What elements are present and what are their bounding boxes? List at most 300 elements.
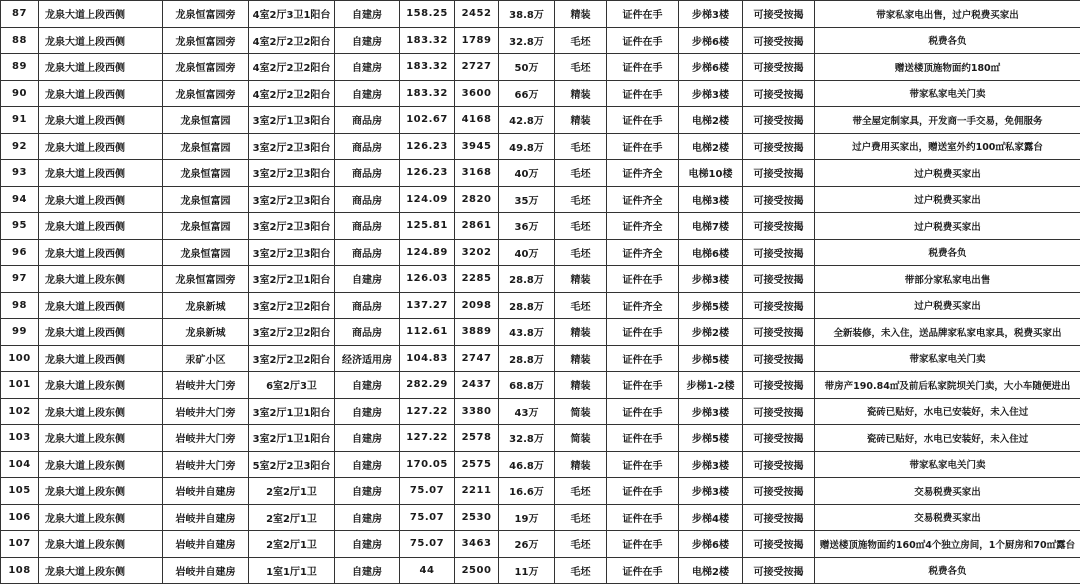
floor-info-cell: 步梯3楼 xyxy=(679,80,743,107)
mortgage-status-cell: 可接受按揭 xyxy=(743,345,815,372)
table-row xyxy=(1,504,1080,531)
table-row xyxy=(1,107,1080,134)
decoration-cell: 毛坯 xyxy=(555,292,607,319)
listing-number-cell: 103 xyxy=(1,425,39,452)
area-sqm-cell: 44 xyxy=(400,557,455,584)
unit-price-cell: 2575 xyxy=(455,451,499,478)
mortgage-status-cell: 可接受按揭 xyxy=(743,54,815,81)
mortgage-status-cell: 可接受按揭 xyxy=(743,266,815,293)
remarks-cell: 带部分家私家电出售 xyxy=(815,266,1080,293)
road-location-cell: 龙泉大道上段西侧 xyxy=(39,107,163,134)
property-type-cell: 商品房 xyxy=(335,160,400,187)
certificate-status-cell: 证件齐全 xyxy=(607,213,679,240)
road-location-cell: 龙泉大道上段东侧 xyxy=(39,398,163,425)
certificate-status-cell: 证件在手 xyxy=(607,425,679,452)
area-sqm-cell: 158.25 xyxy=(400,1,455,28)
listing-number-cell: 90 xyxy=(1,80,39,107)
area-sqm-cell: 102.67 xyxy=(400,107,455,134)
total-price-cell: 32.8万 xyxy=(499,27,555,54)
certificate-status-cell: 证件在手 xyxy=(607,372,679,399)
property-type-cell: 自建房 xyxy=(335,27,400,54)
area-sqm-cell: 126.23 xyxy=(400,160,455,187)
remarks-cell: 过户税费买家出 xyxy=(815,186,1080,213)
certificate-status-cell: 证件在手 xyxy=(607,451,679,478)
floor-info-cell: 步梯5楼 xyxy=(679,425,743,452)
property-type-cell: 自建房 xyxy=(335,372,400,399)
floor-plan-cell: 3室2厅1卫1阳台 xyxy=(249,425,335,452)
table-row xyxy=(1,1,1080,28)
decoration-cell: 毛坯 xyxy=(555,239,607,266)
listing-number-cell: 100 xyxy=(1,345,39,372)
community-name-cell: 岩岐井大门旁 xyxy=(163,451,249,478)
table-row xyxy=(1,451,1080,478)
listing-number-cell: 98 xyxy=(1,292,39,319)
area-sqm-cell: 282.29 xyxy=(400,372,455,399)
floor-plan-cell: 2室2厅1卫 xyxy=(249,531,335,558)
community-name-cell: 岩岐井大门旁 xyxy=(163,398,249,425)
unit-price-cell: 2530 xyxy=(455,504,499,531)
remarks-cell: 交易税费买家出 xyxy=(815,504,1080,531)
certificate-status-cell: 证件在手 xyxy=(607,54,679,81)
road-location-cell: 龙泉大道上段西侧 xyxy=(39,319,163,346)
total-price-cell: 38.8万 xyxy=(499,1,555,28)
total-price-cell: 50万 xyxy=(499,54,555,81)
floor-info-cell: 步梯6楼 xyxy=(679,531,743,558)
unit-price-cell: 2285 xyxy=(455,266,499,293)
property-type-cell: 商品房 xyxy=(335,133,400,160)
area-sqm-cell: 75.07 xyxy=(400,531,455,558)
unit-price-cell: 2098 xyxy=(455,292,499,319)
floor-plan-cell: 3室2厅2卫3阳台 xyxy=(249,160,335,187)
floor-info-cell: 电梯6楼 xyxy=(679,239,743,266)
mortgage-status-cell: 可接受按揭 xyxy=(743,27,815,54)
road-location-cell: 龙泉大道上段东侧 xyxy=(39,266,163,293)
community-name-cell: 龙泉新城 xyxy=(163,292,249,319)
road-location-cell: 龙泉大道上段东侧 xyxy=(39,531,163,558)
remarks-cell: 赠送楼顶施物面约180㎡ xyxy=(815,54,1080,81)
community-name-cell: 汞矿小区 xyxy=(163,345,249,372)
property-type-cell: 自建房 xyxy=(335,266,400,293)
unit-price-cell: 3168 xyxy=(455,160,499,187)
certificate-status-cell: 证件在手 xyxy=(607,266,679,293)
area-sqm-cell: 104.83 xyxy=(400,345,455,372)
listing-number-cell: 93 xyxy=(1,160,39,187)
certificate-status-cell: 证件齐全 xyxy=(607,186,679,213)
unit-price-cell: 2727 xyxy=(455,54,499,81)
road-location-cell: 龙泉大道上段东侧 xyxy=(39,557,163,584)
decoration-cell: 精装 xyxy=(555,80,607,107)
remarks-cell: 过户税费买家出 xyxy=(815,292,1080,319)
floor-plan-cell: 1室1厅1卫 xyxy=(249,557,335,584)
listing-number-cell: 104 xyxy=(1,451,39,478)
floor-plan-cell: 4室2厅2卫2阳台 xyxy=(249,27,335,54)
total-price-cell: 28.8万 xyxy=(499,266,555,293)
unit-price-cell: 2500 xyxy=(455,557,499,584)
community-name-cell: 龙泉恒富园 xyxy=(163,133,249,160)
listing-number-cell: 106 xyxy=(1,504,39,531)
floor-info-cell: 步梯1-2楼 xyxy=(679,372,743,399)
remarks-cell: 全新装修，未入住，送品牌家私家电家具，税费买家出 xyxy=(815,319,1080,346)
floor-plan-cell: 4室2厅2卫2阳台 xyxy=(249,80,335,107)
property-type-cell: 经济适用房 xyxy=(335,345,400,372)
area-sqm-cell: 75.07 xyxy=(400,478,455,505)
floor-info-cell: 步梯5楼 xyxy=(679,292,743,319)
total-price-cell: 68.8万 xyxy=(499,372,555,399)
community-name-cell: 岩岐井自建房 xyxy=(163,504,249,531)
total-price-cell: 46.8万 xyxy=(499,451,555,478)
property-type-cell: 商品房 xyxy=(335,239,400,266)
unit-price-cell: 2452 xyxy=(455,1,499,28)
mortgage-status-cell: 可接受按揭 xyxy=(743,478,815,505)
area-sqm-cell: 127.22 xyxy=(400,425,455,452)
floor-info-cell: 步梯4楼 xyxy=(679,504,743,531)
remarks-cell: 瓷砖已贴好，水电已安装好，未入住过 xyxy=(815,398,1080,425)
decoration-cell: 精装 xyxy=(555,107,607,134)
unit-price-cell: 4168 xyxy=(455,107,499,134)
mortgage-status-cell: 可接受按揭 xyxy=(743,213,815,240)
remarks-cell: 瓷砖已贴好，水电已安装好，未入住过 xyxy=(815,425,1080,452)
listing-number-cell: 101 xyxy=(1,372,39,399)
total-price-cell: 42.8万 xyxy=(499,107,555,134)
total-price-cell: 32.8万 xyxy=(499,425,555,452)
road-location-cell: 龙泉大道上段西侧 xyxy=(39,1,163,28)
decoration-cell: 精装 xyxy=(555,372,607,399)
property-type-cell: 自建房 xyxy=(335,557,400,584)
listing-number-cell: 105 xyxy=(1,478,39,505)
decoration-cell: 精装 xyxy=(555,345,607,372)
community-name-cell: 岩岐井自建房 xyxy=(163,478,249,505)
total-price-cell: 35万 xyxy=(499,186,555,213)
floor-info-cell: 电梯3楼 xyxy=(679,186,743,213)
property-type-cell: 自建房 xyxy=(335,478,400,505)
floor-info-cell: 步梯6楼 xyxy=(679,54,743,81)
property-type-cell: 商品房 xyxy=(335,213,400,240)
certificate-status-cell: 证件在手 xyxy=(607,345,679,372)
remarks-cell: 带家私家电关门卖 xyxy=(815,80,1080,107)
unit-price-cell: 3463 xyxy=(455,531,499,558)
property-type-cell: 自建房 xyxy=(335,504,400,531)
community-name-cell: 龙泉恒富园旁 xyxy=(163,54,249,81)
road-location-cell: 龙泉大道上段东侧 xyxy=(39,425,163,452)
community-name-cell: 龙泉恒富园 xyxy=(163,186,249,213)
table-row xyxy=(1,398,1080,425)
table-row xyxy=(1,292,1080,319)
decoration-cell: 简装 xyxy=(555,425,607,452)
mortgage-status-cell: 可接受按揭 xyxy=(743,319,815,346)
property-type-cell: 自建房 xyxy=(335,54,400,81)
floor-plan-cell: 5室2厅2卫3阳台 xyxy=(249,451,335,478)
road-location-cell: 龙泉大道上段东侧 xyxy=(39,504,163,531)
table-row xyxy=(1,372,1080,399)
community-name-cell: 龙泉恒富园 xyxy=(163,239,249,266)
unit-price-cell: 2747 xyxy=(455,345,499,372)
remarks-cell: 带家私家电关门卖 xyxy=(815,345,1080,372)
certificate-status-cell: 证件在手 xyxy=(607,107,679,134)
community-name-cell: 龙泉恒富园旁 xyxy=(163,1,249,28)
floor-plan-cell: 3室2厅2卫2阳台 xyxy=(249,292,335,319)
total-price-cell: 43.8万 xyxy=(499,319,555,346)
remarks-cell: 带家私家电关门卖 xyxy=(815,451,1080,478)
area-sqm-cell: 183.32 xyxy=(400,54,455,81)
listing-number-cell: 94 xyxy=(1,186,39,213)
unit-price-cell: 1789 xyxy=(455,27,499,54)
decoration-cell: 毛坯 xyxy=(555,531,607,558)
unit-price-cell: 2437 xyxy=(455,372,499,399)
road-location-cell: 龙泉大道上段西侧 xyxy=(39,186,163,213)
floor-plan-cell: 3室2厅2卫2阳台 xyxy=(249,319,335,346)
floor-plan-cell: 3室2厅2卫2阳台 xyxy=(249,345,335,372)
total-price-cell: 28.8万 xyxy=(499,292,555,319)
floor-plan-cell: 3室2厅1卫1阳台 xyxy=(249,398,335,425)
property-type-cell: 自建房 xyxy=(335,398,400,425)
floor-info-cell: 电梯7楼 xyxy=(679,213,743,240)
listing-number-cell: 102 xyxy=(1,398,39,425)
remarks-cell: 过户费用买家出，赠送室外约100㎡私家露台 xyxy=(815,133,1080,160)
floor-plan-cell: 4室2厅2卫2阳台 xyxy=(249,54,335,81)
table-row xyxy=(1,27,1080,54)
mortgage-status-cell: 可接受按揭 xyxy=(743,107,815,134)
community-name-cell: 岩岐井大门旁 xyxy=(163,372,249,399)
listing-number-cell: 87 xyxy=(1,1,39,28)
listing-number-cell: 95 xyxy=(1,213,39,240)
table-row xyxy=(1,54,1080,81)
table-row xyxy=(1,186,1080,213)
property-type-cell: 商品房 xyxy=(335,292,400,319)
area-sqm-cell: 183.32 xyxy=(400,80,455,107)
mortgage-status-cell: 可接受按揭 xyxy=(743,451,815,478)
floor-plan-cell: 3室2厅2卫3阳台 xyxy=(249,213,335,240)
area-sqm-cell: 127.22 xyxy=(400,398,455,425)
total-price-cell: 40万 xyxy=(499,239,555,266)
total-price-cell: 16.6万 xyxy=(499,478,555,505)
area-sqm-cell: 75.07 xyxy=(400,504,455,531)
property-type-cell: 商品房 xyxy=(335,186,400,213)
listing-number-cell: 91 xyxy=(1,107,39,134)
table-row xyxy=(1,133,1080,160)
decoration-cell: 精装 xyxy=(555,319,607,346)
total-price-cell: 49.8万 xyxy=(499,133,555,160)
decoration-cell: 毛坯 xyxy=(555,27,607,54)
listing-number-cell: 92 xyxy=(1,133,39,160)
mortgage-status-cell: 可接受按揭 xyxy=(743,160,815,187)
community-name-cell: 岩岐井大门旁 xyxy=(163,425,249,452)
unit-price-cell: 2861 xyxy=(455,213,499,240)
road-location-cell: 龙泉大道上段西侧 xyxy=(39,292,163,319)
listing-number-cell: 97 xyxy=(1,266,39,293)
unit-price-cell: 3600 xyxy=(455,80,499,107)
remarks-cell: 过户税费买家出 xyxy=(815,160,1080,187)
property-type-cell: 自建房 xyxy=(335,531,400,558)
decoration-cell: 毛坯 xyxy=(555,133,607,160)
table-row xyxy=(1,478,1080,505)
floor-info-cell: 电梯2楼 xyxy=(679,133,743,160)
decoration-cell: 精装 xyxy=(555,266,607,293)
community-name-cell: 岩岐井自建房 xyxy=(163,557,249,584)
remarks-cell: 过户税费买家出 xyxy=(815,213,1080,240)
certificate-status-cell: 证件在手 xyxy=(607,504,679,531)
total-price-cell: 28.8万 xyxy=(499,345,555,372)
unit-price-cell: 3202 xyxy=(455,239,499,266)
road-location-cell: 龙泉大道上段西侧 xyxy=(39,80,163,107)
property-type-cell: 商品房 xyxy=(335,319,400,346)
listing-number-cell: 96 xyxy=(1,239,39,266)
floor-info-cell: 步梯3楼 xyxy=(679,398,743,425)
total-price-cell: 36万 xyxy=(499,213,555,240)
property-type-cell: 自建房 xyxy=(335,80,400,107)
certificate-status-cell: 证件齐全 xyxy=(607,292,679,319)
decoration-cell: 精装 xyxy=(555,451,607,478)
certificate-status-cell: 证件齐全 xyxy=(607,160,679,187)
floor-plan-cell: 3室2厅2卫1阳台 xyxy=(249,266,335,293)
floor-plan-cell: 3室2厅1卫3阳台 xyxy=(249,107,335,134)
certificate-status-cell: 证件在手 xyxy=(607,1,679,28)
mortgage-status-cell: 可接受按揭 xyxy=(743,504,815,531)
road-location-cell: 龙泉大道上段西侧 xyxy=(39,133,163,160)
floor-info-cell: 步梯3楼 xyxy=(679,478,743,505)
floor-info-cell: 步梯6楼 xyxy=(679,27,743,54)
floor-info-cell: 步梯3楼 xyxy=(679,266,743,293)
property-type-cell: 自建房 xyxy=(335,451,400,478)
floor-info-cell: 步梯3楼 xyxy=(679,1,743,28)
area-sqm-cell: 124.89 xyxy=(400,239,455,266)
total-price-cell: 11万 xyxy=(499,557,555,584)
floor-info-cell: 步梯5楼 xyxy=(679,345,743,372)
listing-number-cell: 88 xyxy=(1,27,39,54)
unit-price-cell: 2211 xyxy=(455,478,499,505)
mortgage-status-cell: 可接受按揭 xyxy=(743,372,815,399)
table-row xyxy=(1,557,1080,584)
area-sqm-cell: 124.09 xyxy=(400,186,455,213)
remarks-cell: 交易税费买家出 xyxy=(815,478,1080,505)
remarks-cell: 税费各负 xyxy=(815,557,1080,584)
total-price-cell: 40万 xyxy=(499,160,555,187)
decoration-cell: 简装 xyxy=(555,398,607,425)
property-type-cell: 自建房 xyxy=(335,425,400,452)
remarks-cell: 税费各负 xyxy=(815,27,1080,54)
listing-number-cell: 107 xyxy=(1,531,39,558)
road-location-cell: 龙泉大道上段西侧 xyxy=(39,27,163,54)
total-price-cell: 43万 xyxy=(499,398,555,425)
remarks-cell: 赠送楼顶施物面约160㎡4个独立房间，1个厨房和70㎡露台 xyxy=(815,531,1080,558)
floor-info-cell: 步梯3楼 xyxy=(679,451,743,478)
road-location-cell: 龙泉大道上段西侧 xyxy=(39,213,163,240)
community-name-cell: 岩岐井自建房 xyxy=(163,531,249,558)
table-row xyxy=(1,160,1080,187)
road-location-cell: 龙泉大道上段东侧 xyxy=(39,478,163,505)
mortgage-status-cell: 可接受按揭 xyxy=(743,398,815,425)
area-sqm-cell: 183.32 xyxy=(400,27,455,54)
floor-plan-cell: 3室2厅2卫3阳台 xyxy=(249,186,335,213)
area-sqm-cell: 170.05 xyxy=(400,451,455,478)
road-location-cell: 龙泉大道上段东侧 xyxy=(39,451,163,478)
floor-info-cell: 步梯2楼 xyxy=(679,319,743,346)
floor-plan-cell: 2室2厅1卫 xyxy=(249,504,335,531)
area-sqm-cell: 125.81 xyxy=(400,213,455,240)
listing-number-cell: 108 xyxy=(1,557,39,584)
remarks-cell: 带家私家电出售，过户税费买家出 xyxy=(815,1,1080,28)
listing-number-cell: 89 xyxy=(1,54,39,81)
floor-plan-cell: 6室2厅3卫 xyxy=(249,372,335,399)
mortgage-status-cell: 可接受按揭 xyxy=(743,1,815,28)
table-row xyxy=(1,319,1080,346)
table-row xyxy=(1,425,1080,452)
total-price-cell: 19万 xyxy=(499,504,555,531)
listings-table-body xyxy=(1,1,1080,584)
community-name-cell: 龙泉恒富园旁 xyxy=(163,266,249,293)
floor-plan-cell: 3室2厅2卫3阳台 xyxy=(249,239,335,266)
remarks-cell: 带全屋定制家具，开发商一手交易，免佣服务 xyxy=(815,107,1080,134)
road-location-cell: 龙泉大道上段东侧 xyxy=(39,372,163,399)
community-name-cell: 龙泉恒富园旁 xyxy=(163,27,249,54)
certificate-status-cell: 证件在手 xyxy=(607,27,679,54)
mortgage-status-cell: 可接受按揭 xyxy=(743,186,815,213)
community-name-cell: 龙泉恒富园旁 xyxy=(163,80,249,107)
remarks-cell: 带房产190.84㎡及前后私家院坝关门卖，大小车随便进出 xyxy=(815,372,1080,399)
remarks-cell: 税费各负 xyxy=(815,239,1080,266)
decoration-cell: 毛坯 xyxy=(555,213,607,240)
table-row xyxy=(1,531,1080,558)
mortgage-status-cell: 可接受按揭 xyxy=(743,80,815,107)
table-row xyxy=(1,239,1080,266)
area-sqm-cell: 112.61 xyxy=(400,319,455,346)
community-name-cell: 龙泉新城 xyxy=(163,319,249,346)
certificate-status-cell: 证件在手 xyxy=(607,478,679,505)
mortgage-status-cell: 可接受按揭 xyxy=(743,239,815,266)
certificate-status-cell: 证件在手 xyxy=(607,398,679,425)
area-sqm-cell: 126.03 xyxy=(400,266,455,293)
road-location-cell: 龙泉大道上段西侧 xyxy=(39,345,163,372)
road-location-cell: 龙泉大道上段西侧 xyxy=(39,239,163,266)
area-sqm-cell: 126.23 xyxy=(400,133,455,160)
listing-number-cell: 99 xyxy=(1,319,39,346)
decoration-cell: 毛坯 xyxy=(555,186,607,213)
unit-price-cell: 3945 xyxy=(455,133,499,160)
total-price-cell: 26万 xyxy=(499,531,555,558)
road-location-cell: 龙泉大道上段西侧 xyxy=(39,160,163,187)
decoration-cell: 毛坯 xyxy=(555,478,607,505)
property-type-cell: 自建房 xyxy=(335,1,400,28)
certificate-status-cell: 证件在手 xyxy=(607,133,679,160)
certificate-status-cell: 证件齐全 xyxy=(607,239,679,266)
mortgage-status-cell: 可接受按揭 xyxy=(743,531,815,558)
floor-plan-cell: 3室2厅2卫3阳台 xyxy=(249,133,335,160)
community-name-cell: 龙泉恒富园 xyxy=(163,160,249,187)
community-name-cell: 龙泉恒富园 xyxy=(163,213,249,240)
decoration-cell: 毛坯 xyxy=(555,504,607,531)
mortgage-status-cell: 可接受按揭 xyxy=(743,557,815,584)
mortgage-status-cell: 可接受按揭 xyxy=(743,133,815,160)
property-type-cell: 商品房 xyxy=(335,107,400,134)
road-location-cell: 龙泉大道上段西侧 xyxy=(39,54,163,81)
floor-info-cell: 电梯10楼 xyxy=(679,160,743,187)
community-name-cell: 龙泉恒富园 xyxy=(163,107,249,134)
unit-price-cell: 2578 xyxy=(455,425,499,452)
mortgage-status-cell: 可接受按揭 xyxy=(743,425,815,452)
certificate-status-cell: 证件在手 xyxy=(607,557,679,584)
floor-info-cell: 电梯2楼 xyxy=(679,557,743,584)
area-sqm-cell: 137.27 xyxy=(400,292,455,319)
table-row xyxy=(1,213,1080,240)
certificate-status-cell: 证件在手 xyxy=(607,531,679,558)
certificate-status-cell: 证件在手 xyxy=(607,80,679,107)
decoration-cell: 毛坯 xyxy=(555,54,607,81)
floor-plan-cell: 4室2厅3卫1阳台 xyxy=(249,1,335,28)
table-row xyxy=(1,80,1080,107)
total-price-cell: 66万 xyxy=(499,80,555,107)
certificate-status-cell: 证件在手 xyxy=(607,319,679,346)
floor-info-cell: 电梯2楼 xyxy=(679,107,743,134)
floor-plan-cell: 2室2厅1卫 xyxy=(249,478,335,505)
